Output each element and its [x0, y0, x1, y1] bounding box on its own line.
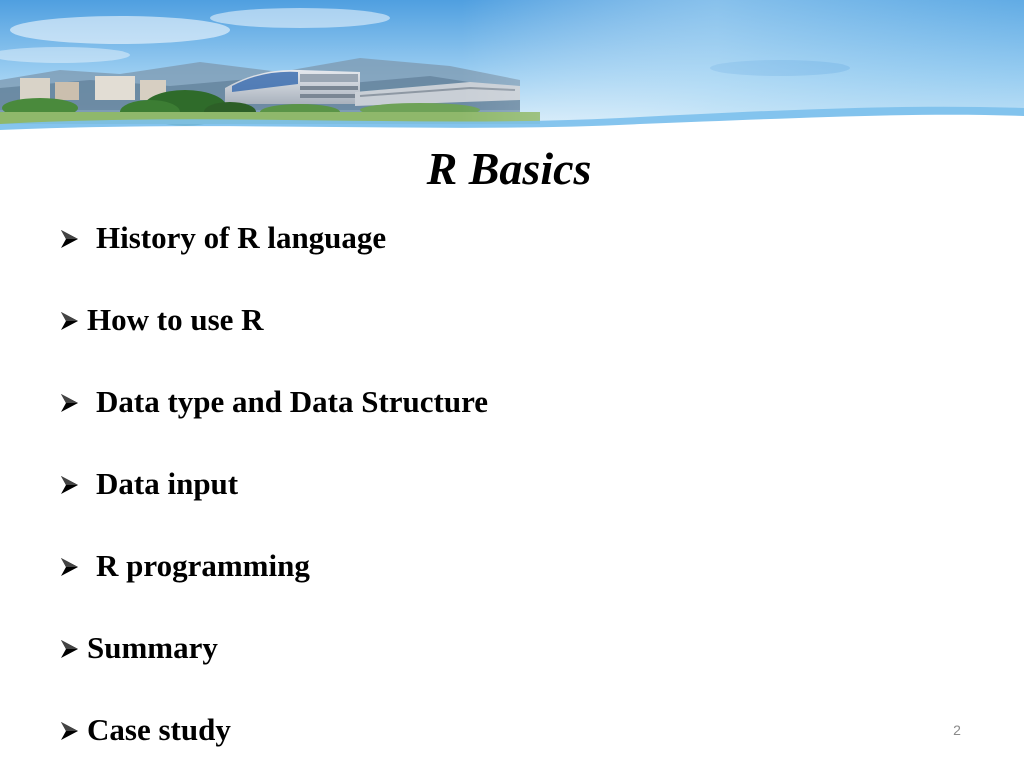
arrow-bullet-icon — [58, 300, 82, 340]
slide-title-text: R Basics — [426, 143, 592, 194]
arrow-bullet-icon — [58, 218, 82, 258]
bullet-text: Data type and Data Structure — [96, 384, 489, 419]
arrow-bullet-icon — [58, 382, 82, 422]
bullet-text: R programming — [96, 548, 310, 583]
arrow-bullet-icon — [58, 464, 82, 504]
arrow-bullet-icon — [58, 546, 82, 586]
bullet-text: History of R language — [96, 220, 387, 255]
list-item — [58, 300, 264, 340]
bullet-text: Data input — [96, 466, 239, 501]
list-item — [58, 218, 386, 258]
list-item — [58, 710, 231, 750]
bullet-text: Summary — [87, 630, 218, 665]
arrow-bullet-icon — [58, 628, 82, 668]
list-item — [58, 464, 238, 504]
bullet-text: Case study — [87, 712, 231, 747]
list-item — [58, 628, 218, 668]
list-item — [58, 546, 310, 586]
bullet-text: How to use R — [87, 302, 264, 337]
arrow-bullet-icon — [58, 710, 82, 750]
page-number: 2 — [953, 722, 961, 738]
list-item — [58, 382, 488, 422]
